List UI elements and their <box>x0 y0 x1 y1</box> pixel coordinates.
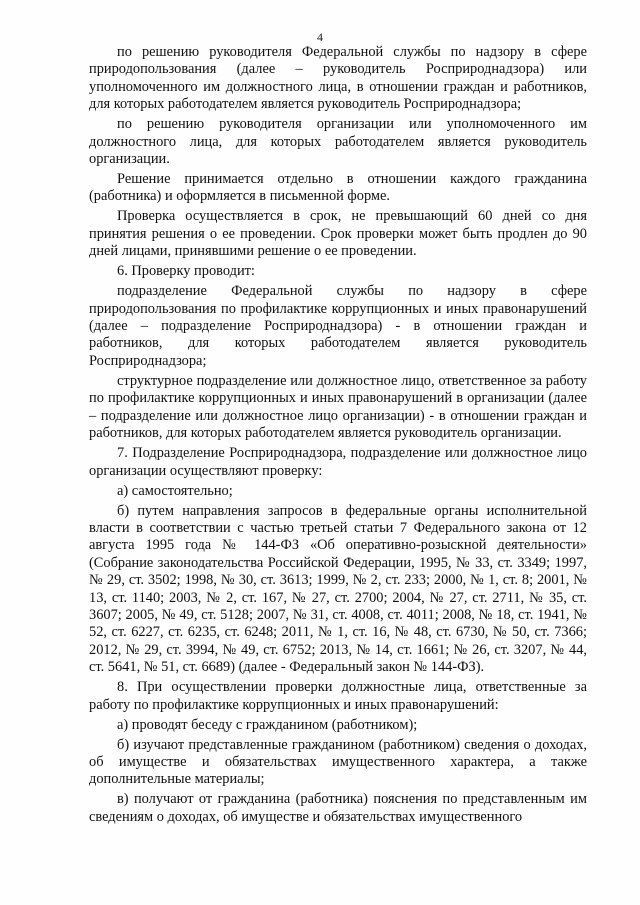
paragraph-9: а) самостоятельно; <box>117 482 233 499</box>
paragraph-8: 7. Подразделение Росприроднадзора, подразделение или должностное лицо организации осуществляют проверку: <box>89 445 587 479</box>
document-body <box>89 44 587 829</box>
paragraph-13: б) изучают представленные гражданином (работником) сведения о доходах, об имуществе и обязательствах имущественного характера, а также дополнительные материалы; <box>89 736 587 788</box>
paragraph-2: по решению руководителя организации или уполномоченного им должностного лица, для которых работодателем является руководитель организации. <box>89 116 587 168</box>
paragraph-1: по решению руководителя Федеральной службы по надзору в сфере природопользования (далее – руководитель Росприроднадзора) или уполномоченного им должностного лица, в отношении граждан и работников, для которых работодателем является руководитель Росприроднадзора; <box>89 44 587 113</box>
paragraph-4: Проверка осуществляется в срок, не превышающий 60 дней со дня принятия решения о ее проведении. Срок проверки может быть продлен до 90 дней лицами, принявшими решение о ее проведении. <box>89 208 587 260</box>
paragraph-6: подразделение Федеральной службы по надзору в сфере природопользования по профилактике коррупционных и иных правонарушений (далее – подразделение Росприроднадзора) - в отношении граждан и работников, для которых работодателем является руководитель Росприроднадзора; <box>89 283 587 369</box>
paragraph-14: в) получают от гражданина (работника) пояснения по представленным им сведениям о доходах, об имуществе и обязательствах имущественного <box>89 791 587 825</box>
paragraph-5: 6. Проверку проводит: <box>117 263 255 280</box>
paragraph-11: 8. При осуществлении проверки должностные лица, ответственные за работу по профилактике коррупционных и иных правонарушений: <box>89 679 587 713</box>
paragraph-12: а) проводят беседу с гражданином (работником); <box>117 716 418 733</box>
paragraph-3: Решение принимается отдельно в отношении каждого гражданина (работника) и оформляется в письменной форме. <box>89 171 587 205</box>
paragraph-7: структурное подразделение или должностное лицо, ответственное за работу по профилактике коррупционных и иных правонарушений в организации (далее – подразделение или должностное лицо организации) - в отношении граждан и работников, для которых работодателем является руководитель организации. <box>89 372 587 442</box>
paragraph-10: б) путем направления запросов в федеральные органы исполнительной власти в соответствии с частью третьей статьи 7 Федерального закона от 12 августа 1995 года № 144-ФЗ «Об оперативно-розыскной деятельности» (Собрание законодательства Российской Федерации, 1995, № 33, ст. 3349; 1997, № 29, ст. 3502; 1998, № 30, ст. 3613; 1999, № 2, ст. 233; 2000, № 1, ст. 8; 2001, № 13, ст. 1140; 2003, № 2, ст. 167, № 27, ст. 2700; 2004, № 27, ст. 2711, № 35, ст. 3607; 2005, № 49, ст. 5128; 2007, № 31, ст. 4008, ст. 4011; 2008, № 18, ст. 1941, № 52, ст. 6227, ст. 6235, ст. 6248; 2011, № 1, ст. 16, № 48, ст. 6730, № 50, ст. 7366; 2012, № 29, ст. 3994, № 49, ст. 6752; 2013, № 14, ст. 1661; № 26, ст. 3207, № 44, ст. 5641, № 51, ст. 6689) (далее - Федеральный закон № 144-ФЗ). <box>89 502 587 676</box>
page-number: 4 <box>317 30 323 44</box>
